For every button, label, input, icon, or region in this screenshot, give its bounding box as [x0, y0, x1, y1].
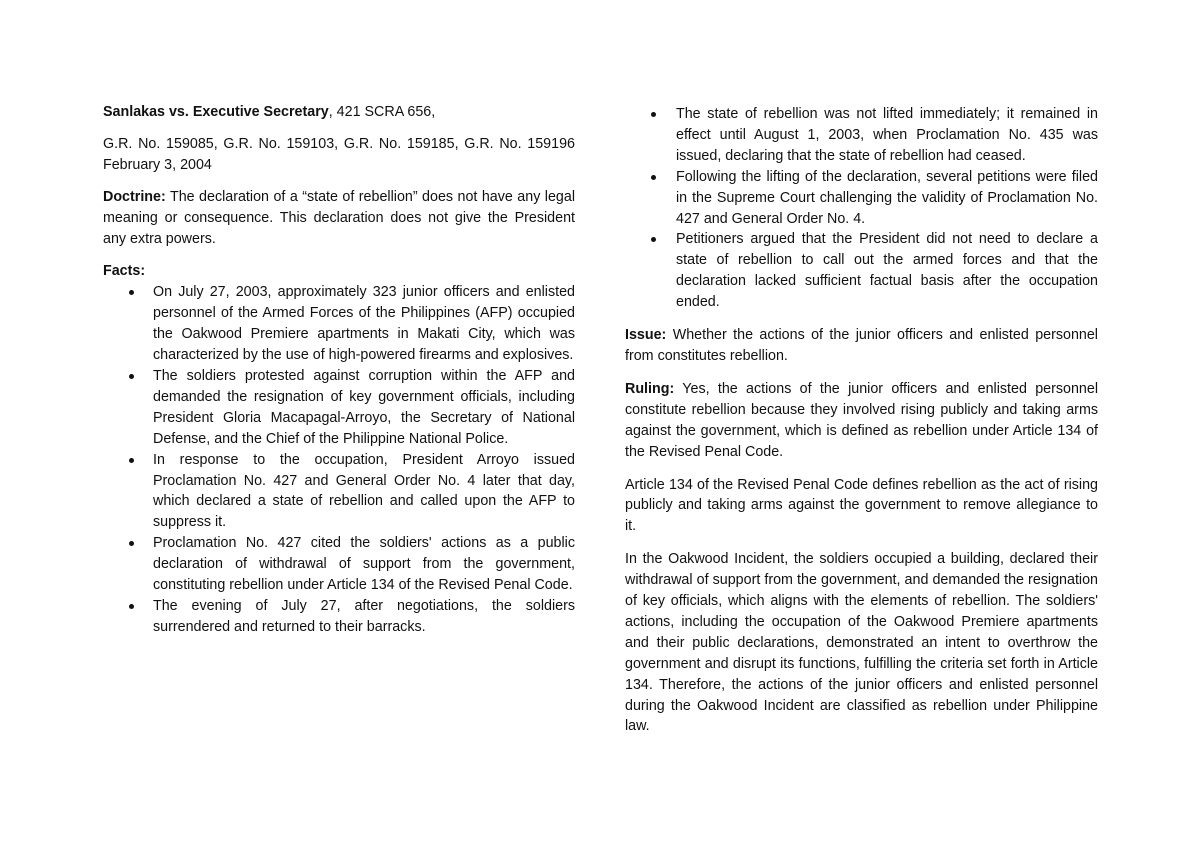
bullet-icon	[129, 290, 134, 295]
bullet-icon	[651, 237, 656, 242]
list-item	[625, 104, 1098, 167]
fact-text: Following the lifting of the declaration, several petitions were filed in the Supreme Court challenging the validity of Proclamation No. 427 and General Order No. 4.	[676, 168, 1098, 227]
doctrine-label: Doctrine:	[103, 188, 166, 205]
doctrine-text: The declaration of a “state of rebellion” does not have any legal meaning or consequence. This declaration does not give the President any extra powers.	[103, 188, 575, 247]
list-item	[103, 596, 575, 638]
oakwood-analysis-paragraph: In the Oakwood Incident, the soldiers occupied a building, declared their withdrawal of support from the government, and demanded the resignation of key officials, which aligns with the elements of rebellion. The soldiers' actions, including the occupation of the Oakwood Premiere apartments and their public declarations, demonstrated an intent to overthrow the government and disrupt its functions, fulfilling the criteria set forth in Article 134. Therefore, the actions of the junior officers and enlisted personnel during the Oakwood Incident are classified as rebellion under Philippine law.	[625, 551, 1098, 735]
case-citation: , 421 SCRA 656,	[328, 104, 436, 120]
gr-numbers: G.R. No. 159085, G.R. No. 159103, G.R. No. 159185, G.R. No. 159196 February 3, 2004	[103, 135, 575, 173]
ruling-paragraph	[625, 379, 1098, 463]
article-134-paragraph: Article 134 of the Revised Penal Code defines rebellion as the act of rising publicly and taking arms against the government to remove allegiance to it.	[625, 476, 1098, 535]
case-name: Sanlakas vs. Executive Secretary	[103, 104, 329, 120]
list-item	[103, 366, 575, 450]
list-item	[103, 282, 575, 366]
fact-text: Petitioners argued that the President did not need to declare a state of rebellion to call out the armed forces and that the declaration lacked sufficient factual basis after the occupation ended.	[676, 231, 1098, 311]
facts-heading	[103, 261, 575, 282]
fact-text: The soldiers protested against corruption within the AFP and demanded the resignation of key government officials, including President Gloria Macapagal-Arroyo, the Secretary of National Defense, and the Chief of the Philippine National Police.	[153, 367, 575, 447]
bullet-icon	[129, 604, 134, 609]
list-item	[103, 450, 575, 534]
ruling-text: Yes, the actions of the junior officers and enlisted personnel constitute rebellion because they involved rising publicly and taking arms against the government, which is defined as rebellion under Article 134 of the Revised Penal Code.	[625, 380, 1098, 460]
bullet-icon	[651, 112, 656, 117]
issue-paragraph	[625, 325, 1098, 367]
list-item	[625, 229, 1098, 313]
list-item	[103, 533, 575, 596]
fact-text: The state of rebellion was not lifted immediately; it remained in effect until August 1, 2003, when Proclamation No. 435 was issued, declaring that the state of rebellion had ceased.	[676, 106, 1098, 164]
left-column	[103, 102, 575, 638]
facts-label: Facts:	[103, 263, 146, 280]
fact-text: In response to the occupation, President Arroyo issued Proclamation No. 427 and General Order No. 4 later that day, which declared a state of rebellion and called upon the AFP to suppress it.	[153, 451, 575, 531]
fact-text: On July 27, 2003, approximately 323 junior officers and enlisted personnel of the Armed Forces of the Philippines (AFP) occupied the Oakwood Premiere apartments in Makati City, which was characterized by the use of high-powered firearms and explosives.	[153, 284, 575, 364]
ruling-label: Ruling:	[625, 380, 675, 397]
bullet-icon	[129, 541, 134, 546]
bullet-icon	[129, 374, 134, 379]
facts-list-right	[625, 104, 1098, 313]
doctrine-paragraph	[103, 187, 575, 250]
facts-list-left	[103, 282, 575, 637]
list-item	[625, 167, 1098, 230]
issue-text: Whether the actions of the junior officers and enlisted personnel from constitutes rebellion.	[625, 327, 1098, 364]
bullet-icon	[651, 175, 656, 180]
bullet-icon	[129, 458, 134, 463]
issue-label: Issue:	[625, 327, 667, 344]
right-column	[625, 104, 1098, 737]
fact-text: The evening of July 27, after negotiations, the soldiers surrendered and returned to their barracks.	[153, 597, 575, 635]
fact-text: Proclamation No. 427 cited the soldiers' actions as a public declaration of withdrawal of support from the government, constituting rebellion under Article 134 of the Revised Penal Code.	[153, 535, 575, 594]
case-title	[103, 102, 575, 123]
